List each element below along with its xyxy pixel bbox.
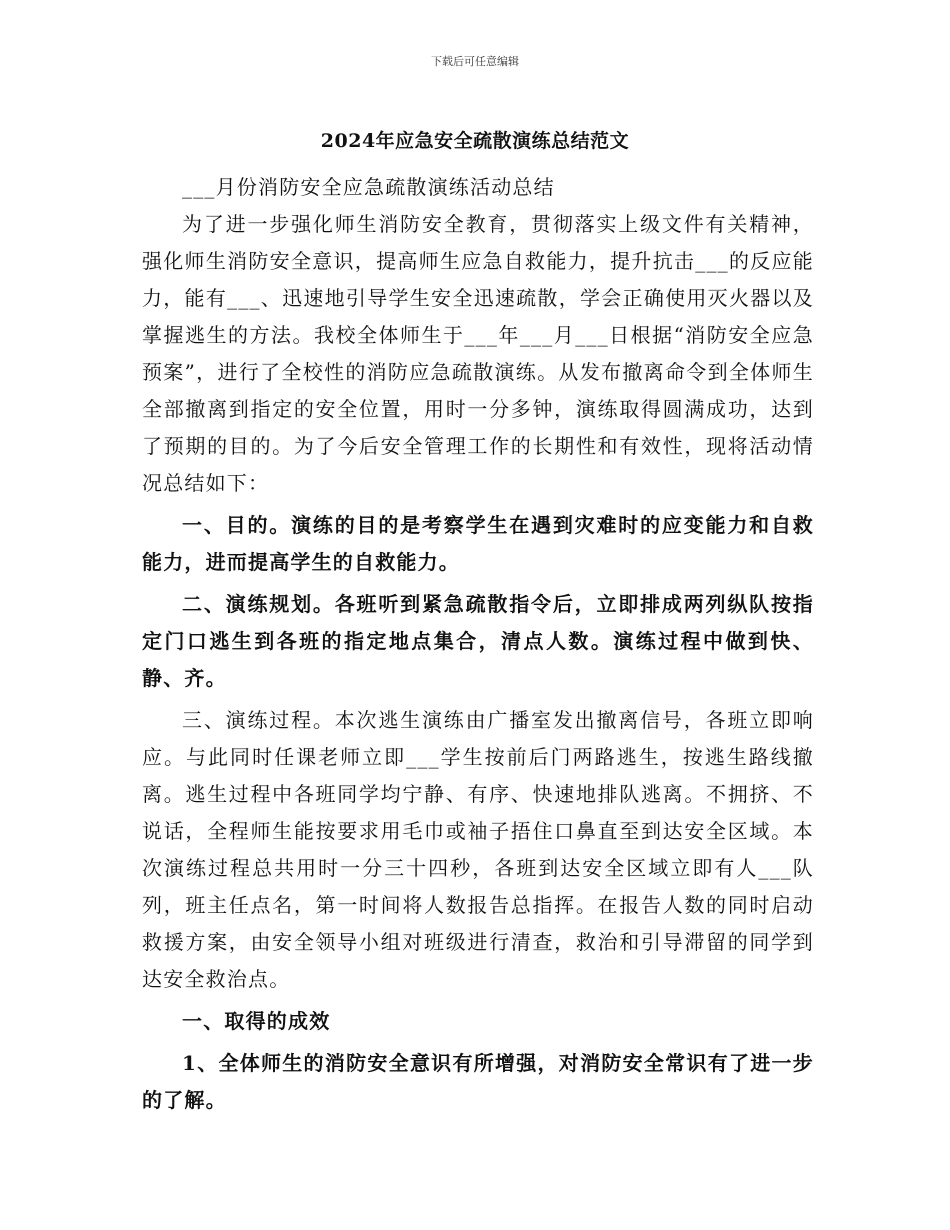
paragraph-subtitle: ___月份消防安全应急疏散演练活动总结 [182, 175, 555, 199]
paragraph-intro: 为了进一步强化师生消防安全教育，贯彻落实上级文件有关精神，强化师生消防安全意识，提高师生应急自救能力，提升抗击___的反应能力，能有___、迅速地引导学生安全迅速疏散，学会正确使用灭火器以及掌握逃生的方法。我校全体师生于___年___月___日根据“消防安全应急预案”，进行了全校性的消防应急疏散演练。从发布撤离命令到全体师生全部撤离到指定的安全位置，用时一分多钟，演练取得圆满成功，达到了预期的目的。为了今后安全管理工作的长期性和有效性，现将活动情况总结如下： [142, 212, 814, 495]
paragraph-plan: 二、演练规划。各班听到紧急疏散指令后，立即排成两列纵队按指定门口逃生到各班的指定地点集合，清点人数。演练过程中做到快、静、齐。 [142, 592, 814, 690]
paragraph-purpose: 一、目的。演练的目的是考察学生在遇到灾难时的应变能力和自救能力，进而提高学生的自救能力。 [142, 513, 814, 574]
paragraph-process: 三、演练过程。本次逃生演练由广播室发出撤离信号，各班立即响应。与此同时任课老师立即___学生按前后门两路逃生，按逃生路线撤离。逃生过程中各班同学均宁静、有序、快速地排队逃离。不拥挤、不说话，全程师生能按要求用毛巾或袖子捂住口鼻直至到达安全区域。本次演练过程总共用时一分三十四秒，各班到达安全区域立即有人___队列，班主任点名，第一时间将人数报告总指挥。在报告人数的同时启动救援方案，由安全领导小组对班级进行清查，救治和引导滞留的同学到达安全救治点。 [142, 708, 814, 991]
paragraph-results-heading: 一、取得的成效 [182, 1009, 331, 1033]
page-header-note: 下载后可任意编辑 [431, 55, 519, 68]
document-title: 2024年应急安全疏散演练总结范文 [320, 130, 630, 152]
paragraph-result-1: 1、全体师生的消防安全意识有所增强，对消防安全常识有了进一步的了解。 [142, 1051, 814, 1112]
document-body [142, 169, 814, 1119]
